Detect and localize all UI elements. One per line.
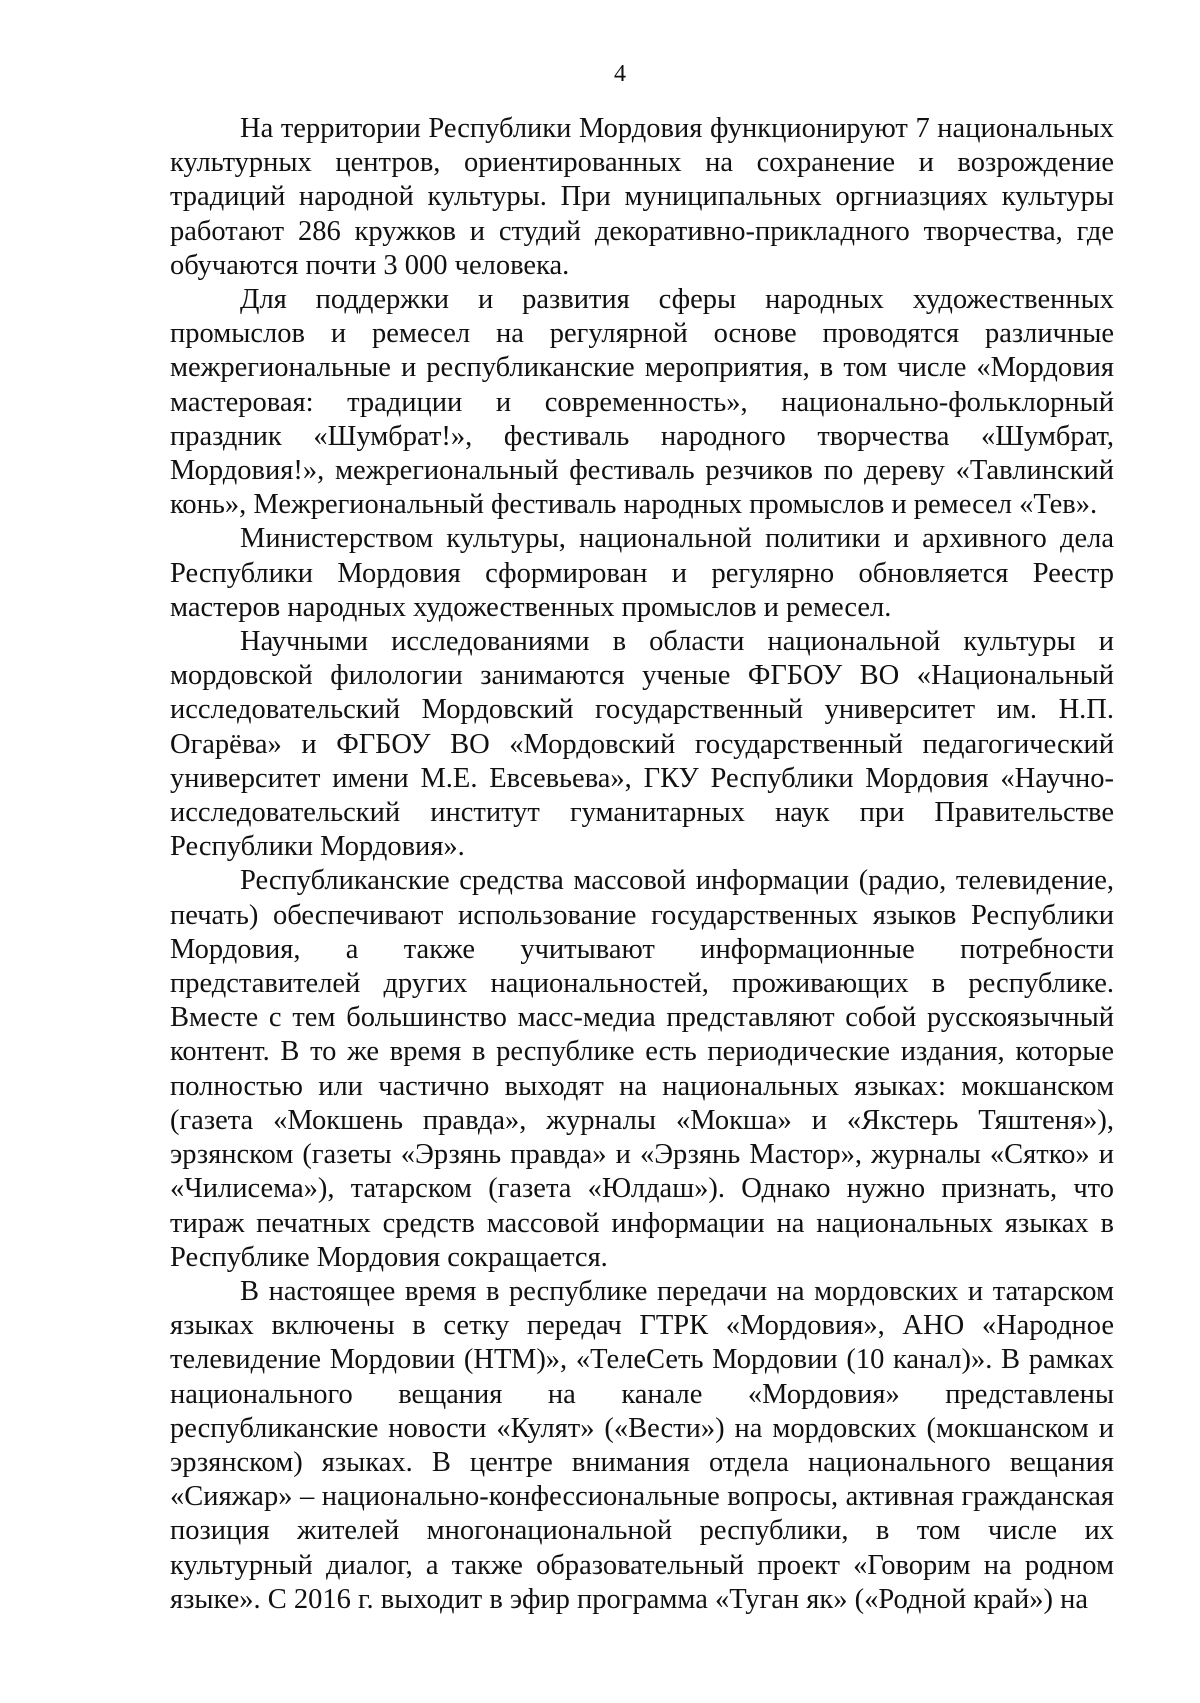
paragraph-national-centers: На территории Республики Мордовия функционируют 7 национальных культурных центров, ориентированных на сохранение и возрождение традиций народной культуры. При муниципальных оргниазциях культуры работают 286 кружков и студий декоративно-прикладного творчества, где обучаются почти 3 000 человека. (170, 113, 1114, 281)
paragraph-masters-registry: Министерством культуры, национальной политики и архивного дела Республики Мордовия сформирован и регулярно обновляется Реестр мастеров народных художественных промыслов и ремесел. (170, 523, 1114, 623)
paragraph-broadcasting: В настоящее время в республике передачи на мордовских и татарском языках включены в сетку передач ГТРК «Мордовия», АНО «Народное телевидение Мордовии (НТМ)», «ТелеСеть Мордовии (10 канал)». В рамках национального вещания на канале «Мордовия» представлены республиканские новости «Кулят» («Вести») на мордовских (мокшанском и эрзянском) языках. В центре внимания отдела национального вещания «Сияжар» – национально-конфессиональные вопросы, активная гражданская позиция жителей многонациональной республики, в том числе их культурный диалог, а также образовательный проект «Говорим на родном языке». С 2016 г. выходит в эфир программа «Туган як» («Родной край») на (170, 1275, 1114, 1615)
paragraph-crafts-events: Для поддержки и развития сферы народных художественных промыслов и ремесел на регулярной основе проводятся различные межрегиональные и республиканские мероприятия, в том числе «Мордовия мастеровая: традиции и современность», национально-фольклорный праздник «Шумбрат!», фестиваль народного творчества «Шумбрат, Мордовия!», межрегиональный фестиваль резчиков по дереву «Тавлинский конь», Межрегиональный фестиваль народных промыслов и ремесел «Тев». (170, 284, 1114, 521)
paragraph-research: Научными исследованиями в области национальной культуры и мордовской филологии занимаются ученые ФГБОУ ВО «Национальный исследовательский Мордовский государственный университет им. Н.П. Огарёва» и ФГБОУ ВО «Мордовский государственный педагогический университет имени М.Е. Евсевьева», ГКУ Республики Мордовия «Научно-исследовательский институт гуманитарных наук при Правительстве Республики Мордовия». (170, 626, 1114, 863)
paragraph-mass-media: Республиканские средства массовой информации (радио, телевидение, печать) обеспечивают использование государственных языков Республики Мордовия, а также учитывают информационные потребности представителей других национальностей, проживающих в республике. Вместе с тем большинство масс-медиа представляют собой русскоязычный контент. В то же время в республике есть периодические издания, которые полностью или частично выходят на национальных языках: мокшанском (газета «Мокшень правда», журналы «Мокша» и «Якстерь Тяштеня»), эрзянском (газеты «Эрзянь правда» и «Эрзянь Мастор», журналы «Сятко» и «Чилисема»), татарском (газета «Юлдаш»). Однако нужно признать, что тираж печатных средств массовой информации на национальных языках в Республике Мордовия сокращается. (170, 865, 1114, 1273)
body-text (170, 112, 1114, 1617)
page-number: 4 (614, 61, 626, 87)
